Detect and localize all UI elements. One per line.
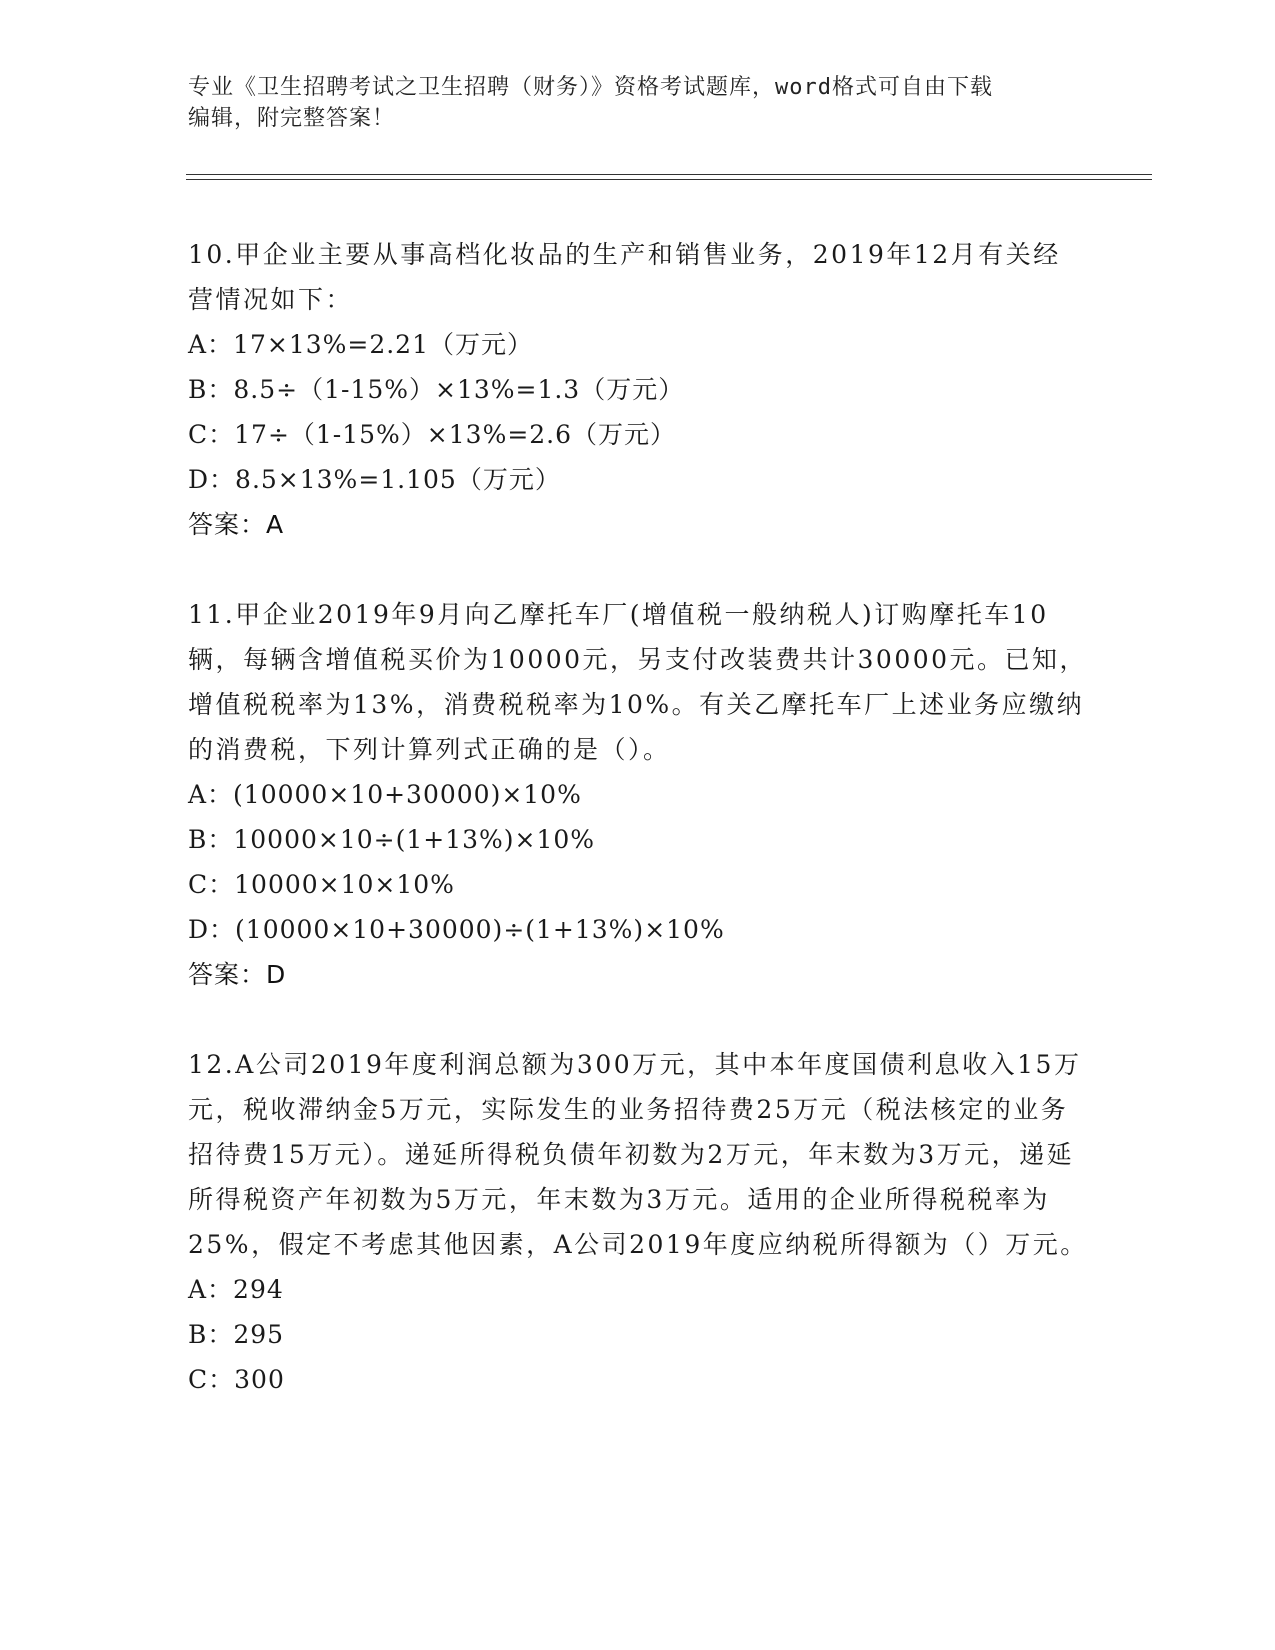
option-c: C：300 xyxy=(188,1365,285,1394)
answer-label: 答案：D xyxy=(188,960,287,989)
option-d: D：8.5×13%=1.105（万元） xyxy=(188,465,561,494)
option-c: C：10000×10×10% xyxy=(188,870,455,899)
header-line-2: 编辑，附完整答案！ xyxy=(188,106,396,131)
question-11 xyxy=(188,592,1088,998)
header-divider xyxy=(186,174,1152,180)
document-header xyxy=(188,72,1088,134)
option-a: A：(10000×10+30000)×10% xyxy=(188,780,582,809)
question-stem: 11.甲企业2019年9月向乙摩托车厂(增值税一般纳税人)订购摩托车10辆，每辆含增值税买价为10000元，另支付改装费共计30000元。已知，增值税税率为13%，消费税税率为10%。有关乙摩托车厂上述业务应缴纳的消费税，下列计算列式正确的是（）。 xyxy=(188,600,1088,764)
question-12 xyxy=(188,1042,1088,1402)
option-b: B：295 xyxy=(188,1320,285,1349)
option-a: A：17×13%=2.21（万元） xyxy=(188,330,533,359)
option-a: A：294 xyxy=(188,1275,284,1304)
option-d: D：(10000×10+30000)÷(1+13%)×10% xyxy=(188,915,725,944)
option-c: C：17÷（1-15%）×13%=2.6（万元） xyxy=(188,420,677,449)
option-b: B：8.5÷（1-15%）×13%=1.3（万元） xyxy=(188,375,685,404)
question-list xyxy=(188,232,1088,1446)
header-line-1: 专业《卫生招聘考试之卫生招聘（财务）》资格考试题库，word格式可自由下载 xyxy=(188,75,993,100)
answer-label: 答案：A xyxy=(188,510,285,539)
question-10 xyxy=(188,232,1088,548)
question-stem: 10.甲企业主要从事高档化妆品的生产和销售业务，2019年12月有关经营情况如下： xyxy=(188,240,1061,314)
question-stem: 12.A公司2019年度利润总额为300万元，其中本年度国债利息收入15万元，税收滞纳金5万元，实际发生的业务招待费25万元（税法核定的业务招待费15万元）。递延所得税负债年初数为2万元，年末数为3万元，递延所得税资产年初数为5万元，年末数为3万元。适用的企业所得税税率为25%，假定不考虑其他因素，A公司2019年度应纳税所得额为（）万元。 xyxy=(188,1050,1088,1259)
option-b: B：10000×10÷(1+13%)×10% xyxy=(188,825,596,854)
